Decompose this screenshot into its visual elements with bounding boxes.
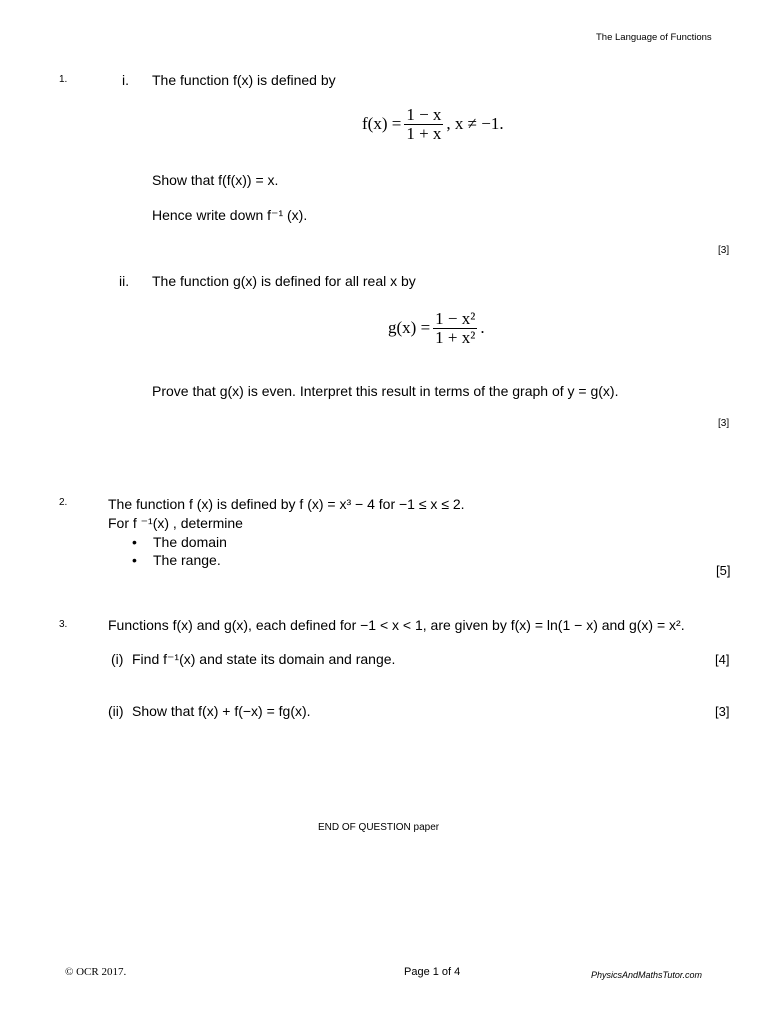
q1-part-i-label: i. [122, 72, 129, 88]
q3-part-ii-label: (ii) [108, 703, 124, 719]
q2-bullet-list [153, 534, 227, 570]
q1-part-ii-label: ii. [119, 273, 130, 289]
header-title: The Language of Functions [596, 32, 712, 43]
f-equation-condition: , x ≠ −1. [446, 114, 504, 133]
g-equation [388, 308, 485, 348]
q1-part-i-text: The function f(x) is defined by [152, 72, 336, 88]
question-2-number: 2. [59, 497, 68, 508]
q2-bullet-domain: • The domain [153, 534, 227, 552]
q2-bullet-range: • The range. [153, 552, 227, 570]
end-of-paper-text: END OF QUESTION paper [318, 822, 440, 833]
q1-part-ii-text: The function g(x) is defined for all real x by [152, 273, 416, 289]
q3-part-ii-marks: [3] [715, 704, 730, 719]
question-3-number: 3. [59, 619, 68, 630]
q1-show-text: Show that f(f(x)) = x. [152, 172, 279, 188]
g-equation-fraction [433, 310, 477, 347]
q1-hence-text: Hence write down f⁻¹ (x). [152, 207, 308, 223]
q3-part-i-label: (i) [111, 651, 124, 667]
f-equation [362, 104, 504, 144]
q3-part-ii-text: Show that f(x) + f(−x) = fg(x). [132, 703, 311, 719]
q3-part-i-marks: [4] [715, 652, 730, 667]
g-equation-condition: . [480, 318, 485, 337]
g-equation-lhs: g(x) = [388, 318, 431, 337]
q3-part-i-text: Find f⁻¹(x) and state its domain and range. [132, 651, 396, 667]
g-equation-denominator: 1 + x² [435, 327, 476, 347]
f-equation-numerator: 1 − x [406, 104, 442, 124]
f-equation-denominator: 1 + x [406, 123, 442, 143]
q2-line-2: For f ⁻¹(x) , determine [108, 515, 243, 531]
footer-page-number: Page 1 of 4 [404, 966, 461, 978]
footer-copyright: © OCR 2017. [65, 966, 127, 978]
q2-line-1: The function f (x) is defined by f (x) = x³ − 4 for −1 ≤ x ≤ 2. [108, 496, 465, 512]
q3-text: Functions f(x) and g(x), each defined for −1 < x < 1, are given by f(x) = ln(1 − x) and g(x) = x². [108, 617, 685, 633]
q2-marks: [5] [716, 563, 731, 578]
g-equation-numerator: 1 − x² [435, 308, 476, 328]
f-equation-fraction [404, 106, 443, 143]
q1-part-i-marks: [3] [718, 245, 730, 256]
question-1-number: 1. [59, 74, 68, 85]
footer-site: PhysicsAndMathsTutor.com [591, 970, 703, 980]
q1-part-ii-marks: [3] [718, 418, 730, 429]
f-equation-lhs: f(x) = [362, 114, 402, 133]
q1-prove-text: Prove that g(x) is even. Interpret this result in terms of the graph of y = g(x). [152, 383, 619, 399]
